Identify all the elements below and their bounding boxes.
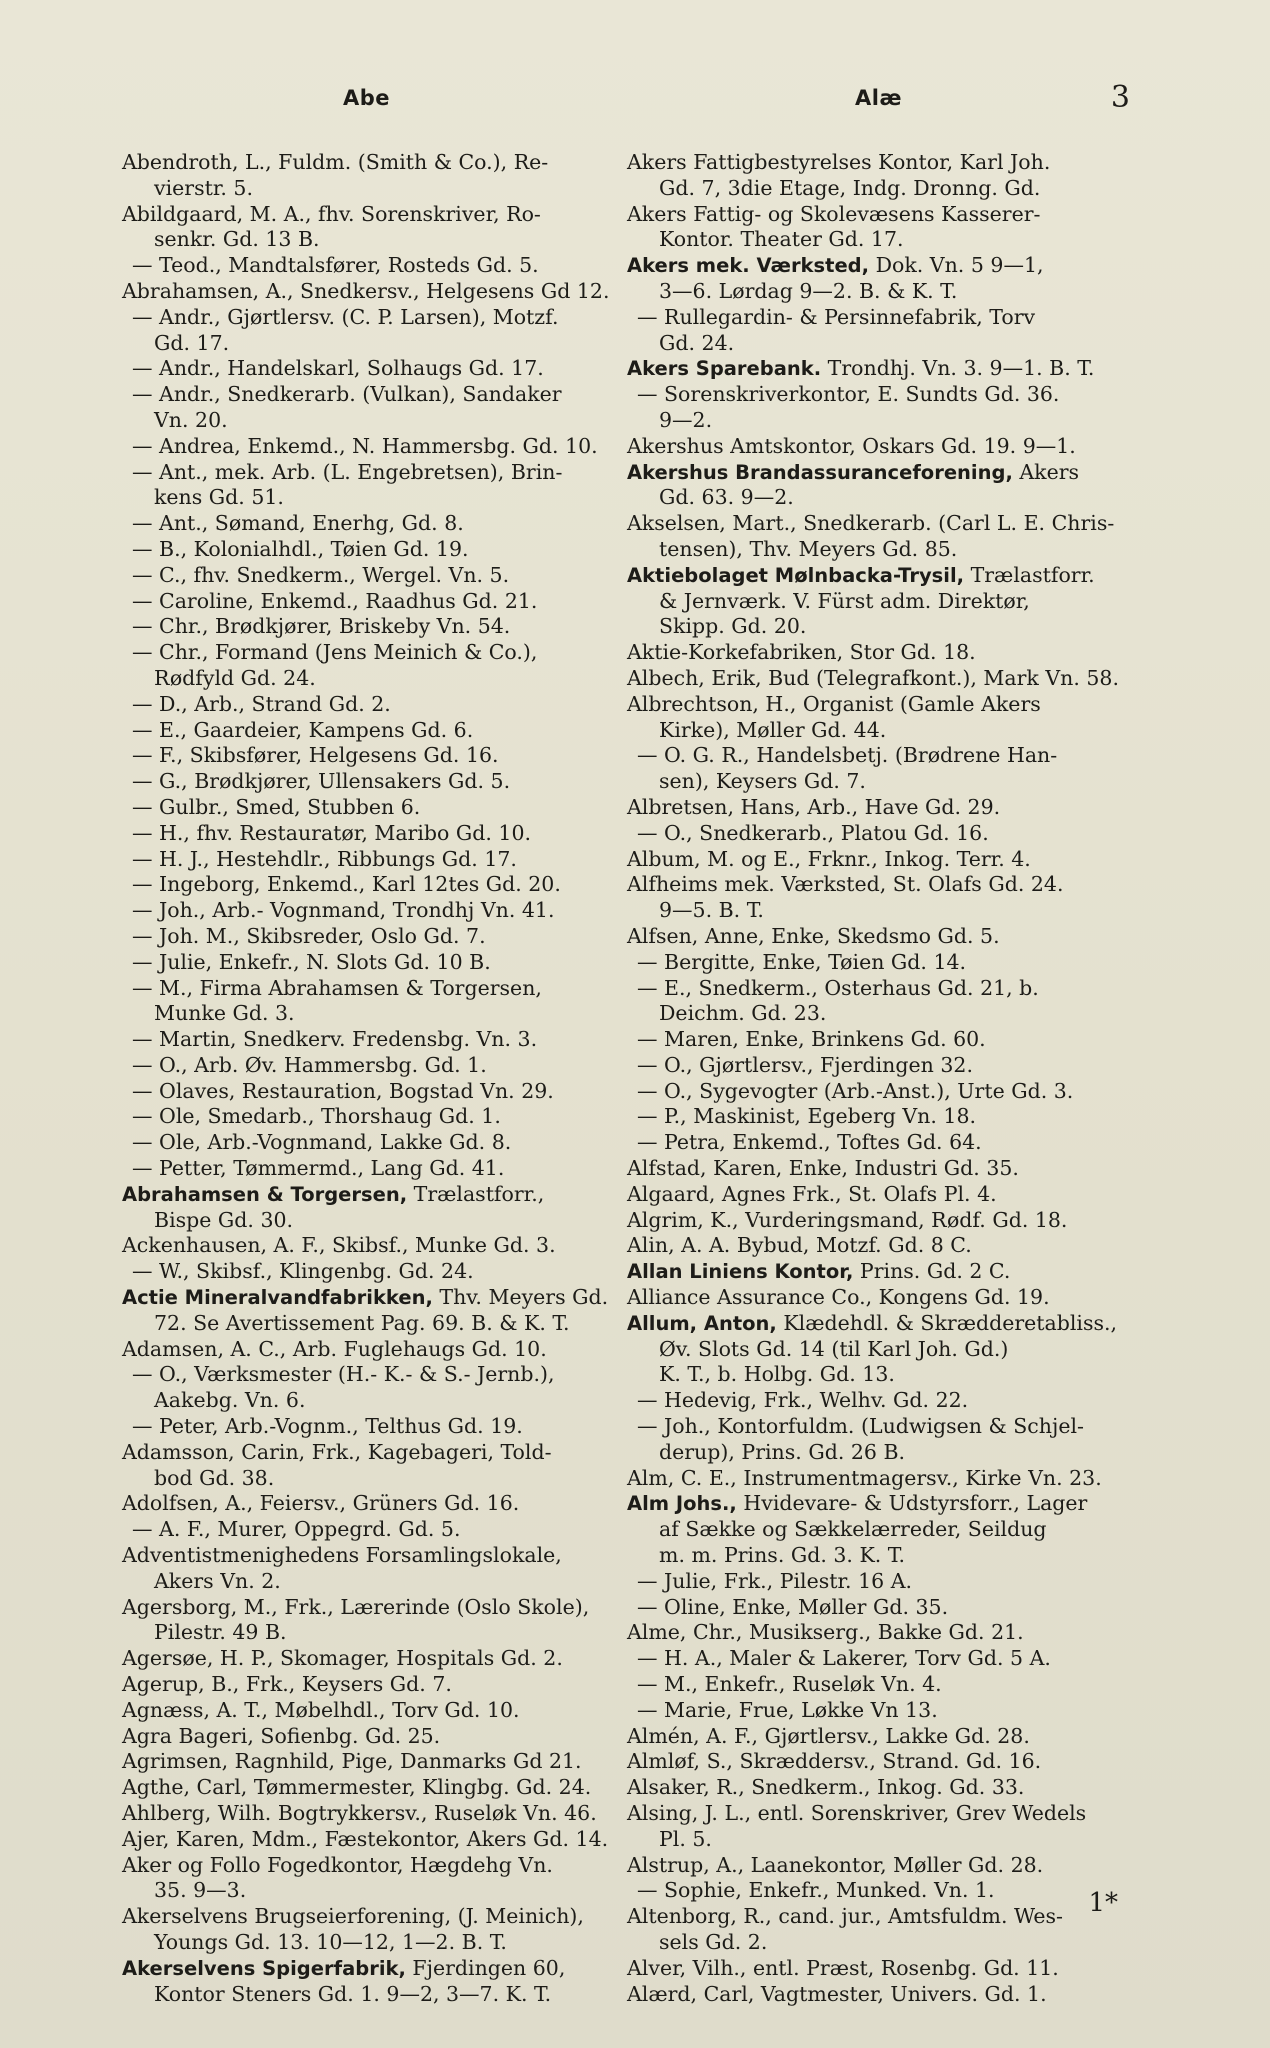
entry-line (627, 1311, 1121, 1337)
directory-entry (122, 305, 614, 357)
directory-entry (122, 1156, 614, 1182)
entry-continuation: Pilestr. 49 B. (154, 1620, 287, 1645)
entry-continuation: Akers Vn. 2. (154, 1568, 281, 1593)
directory-entry (627, 795, 1121, 821)
directory-entry (627, 1156, 1121, 1182)
entry-line: Almén, A. F., Gjørtlersv., Lakke Gd. 28. (627, 1723, 1030, 1748)
directory-entry (122, 1775, 614, 1801)
directory-entry (627, 1698, 1121, 1724)
entry-continuation: Vn. 20. (154, 407, 228, 432)
entry-line: — Teod., Mandtalsfører, Rosteds Gd. 5. (132, 253, 539, 278)
entry-continuation: Aakebg. Vn. 6. (154, 1388, 306, 1413)
directory-entry (122, 1749, 614, 1775)
directory-entry (627, 666, 1121, 692)
directory-entry (627, 1130, 1121, 1156)
directory-entry (627, 1672, 1121, 1698)
entry-line: Akers Fattig- og Skolevæsens Kasserer- (627, 201, 1041, 226)
entry-line: — Gulbr., Smed, Stubben 6. (132, 794, 421, 819)
entry-bold-name: Actie Mineralvandfabrikken, (122, 1286, 433, 1310)
directory-entry (122, 279, 614, 305)
directory-entry (122, 382, 614, 434)
entry-line: — Ole, Smedarb., Thorshaug Gd. 1. (132, 1104, 501, 1129)
entry-line: — H. A., Maler & Lakerer, Torv Gd. 5 A. (637, 1646, 1051, 1671)
entry-line: — W., Skibsf., Klingenbg. Gd. 24. (132, 1259, 474, 1284)
directory-entry (122, 1904, 614, 1956)
entry-line: — Martin, Snedkerv. Fredensbg. Vn. 3. (132, 1027, 538, 1052)
directory-entry (122, 460, 614, 512)
entry-line: Algaard, Agnes Frk., St. Olafs Pl. 4. (627, 1181, 997, 1206)
directory-entry (627, 1956, 1121, 1982)
directory-entry (122, 769, 614, 795)
entry-line: Algrim, K., Vurderingsmand, Rødf. Gd. 18. (627, 1207, 1068, 1232)
entry-line: Album, M. og E., Frknr., Inkog. Terr. 4. (627, 846, 1031, 871)
directory-entry (122, 1233, 614, 1259)
entry-continuation: Gd. 24. (659, 330, 735, 355)
entry-line: Agerup, B., Frk., Keysers Gd. 7. (122, 1672, 452, 1697)
directory-entry (627, 1311, 1121, 1388)
directory-entry (122, 950, 614, 976)
directory-entry (627, 1724, 1121, 1750)
entry-line: Adolfsen, A., Feiersv., Grüners Gd. 16. (122, 1491, 520, 1516)
entry-line: Agrimsen, Ragnhild, Pige, Danmarks Gd 21. (122, 1749, 582, 1774)
entry-line: — Maren, Enke, Brinkens Gd. 60. (637, 1027, 986, 1052)
entry-line: — G., Brødkjører, Ullensakers Gd. 5. (132, 769, 511, 794)
directory-entry (122, 1646, 614, 1672)
entry-line: — O. G. R., Handelsbetj. (Brødrene Han- (637, 743, 1058, 768)
entry-line: Aker og Follo Fogedkontor, Hægdehg Vn. (122, 1852, 553, 1877)
entry-line: — Oline, Enke, Møller Gd. 35. (637, 1594, 949, 1619)
entry-continuation: Kontor Steners Gd. 1. 9—2, 3—7. K. T. (154, 1981, 552, 2006)
entry-line: — Joh. M., Skibsreder, Oslo Gd. 7. (132, 923, 486, 948)
directory-entry (627, 976, 1121, 1028)
directory-entry (122, 976, 614, 1028)
directory-entry (122, 434, 614, 460)
directory-entry (122, 743, 614, 769)
entry-line: Agra Bageri, Sofienbg. Gd. 25. (122, 1723, 441, 1748)
entry-line (627, 1491, 1121, 1517)
entry-bold-name: Allum, Anton, (627, 1311, 777, 1335)
entry-line: Adamsson, Carin, Frk., Kagebageri, Told- (122, 1439, 552, 1464)
entry-line (122, 1182, 614, 1208)
entry-line: — M., Firma Abrahamsen & Torgersen, (132, 975, 542, 1000)
entry-line: Alme, Chr., Musikserg., Bakke Gd. 21. (627, 1620, 1024, 1645)
directory-entry (122, 1414, 614, 1440)
entry-line: Alliance Assurance Co., Kongens Gd. 19. (627, 1285, 1050, 1310)
directory-entry (627, 1053, 1121, 1079)
directory-entry (122, 692, 614, 718)
directory-entry (122, 253, 614, 279)
directory-entry (627, 1904, 1121, 1956)
entry-continuation: sen), Keysers Gd. 7. (659, 769, 866, 794)
entry-continuation: Pl. 5. (659, 1826, 712, 1851)
directory-entry (122, 1130, 614, 1156)
entry-bold-name: Allan Liniens Kontor, (627, 1260, 854, 1284)
directory-entry (122, 821, 614, 847)
directory-entry (627, 1646, 1121, 1672)
entry-line: — E., Snedkerm., Osterhaus Gd. 21, b. (637, 975, 1039, 1000)
directory-entry (627, 1208, 1121, 1234)
directory-entry (122, 1027, 614, 1053)
directory-entry (627, 924, 1121, 950)
directory-entry (627, 1878, 1121, 1904)
entry-continuation: tensen), Thv. Meyers Gd. 85. (659, 536, 958, 561)
entry-line: — Bergitte, Enke, Tøien Gd. 14. (637, 949, 967, 974)
entry-line: — Ant., Sømand, Enerhg, Gd. 8. (132, 511, 464, 536)
directory-entry (122, 1543, 614, 1595)
directory-entry (627, 1388, 1121, 1414)
entry-line: Ackenhausen, A. F., Skibsf., Munke Gd. 3. (122, 1233, 556, 1258)
directory-entry (627, 1233, 1121, 1259)
directory-entry (627, 1853, 1121, 1879)
entry-line: Alsaker, R., Snedkerm., Inkog. Gd. 33. (627, 1775, 1025, 1800)
entry-bold-name: Alm Johs., (627, 1492, 737, 1516)
directory-entry (627, 1569, 1121, 1595)
directory-entry (627, 640, 1121, 666)
entry-continuation: kens Gd. 51. (154, 485, 284, 510)
entry-line: Alin, A. A. Bybud, Motzf. Gd. 8 C. (627, 1233, 972, 1258)
signature-mark: 1* (1088, 1888, 1118, 1918)
entry-line: — Rullegardin- & Persinnefabrik, Torv (637, 304, 1036, 329)
entry-continuation: 9—5. B. T. (659, 898, 764, 923)
entry-text: Fjerdingen 60, (405, 1955, 566, 1980)
entry-line: — H., fhv. Restauratør, Maribo Gd. 10. (132, 820, 532, 845)
directory-entry (627, 460, 1121, 512)
entry-continuation: bod Gd. 38. (154, 1465, 275, 1490)
entry-line: — Chr., Formand (Jens Meinich & Co.), (132, 640, 538, 665)
entry-line: Alsing, J. L., entl. Sorenskriver, Grev Wedels (627, 1801, 1087, 1825)
entry-continuation: sels Gd. 2. (659, 1929, 768, 1954)
directory-entry (122, 1724, 614, 1750)
entry-continuation: Deichm. Gd. 23. (659, 1001, 827, 1026)
entry-line: — E., Gaardeier, Kampens Gd. 6. (132, 717, 474, 742)
directory-entry (627, 1595, 1121, 1621)
directory-entry (627, 253, 1121, 305)
directory-entry (122, 537, 614, 563)
entry-line: — Ant., mek. Arb. (L. Engebretsen), Brin- (132, 459, 563, 484)
entry-continuation: Gd. 63. 9—2. (659, 485, 794, 510)
entry-continuation: Øv. Slots Gd. 14 (til Karl Joh. Gd.) (659, 1336, 1009, 1361)
entry-continuation: Gd. 7, 3die Etage, Indg. Dronng. Gd. (659, 175, 1041, 200)
entry-line: — Olaves, Restauration, Bogstad Vn. 29. (132, 1078, 554, 1103)
entry-line: — A. F., Murer, Oppegrd. Gd. 5. (132, 1517, 461, 1542)
directory-entry (122, 202, 614, 254)
directory-entry (627, 1620, 1121, 1646)
entry-bold-name: Akershus Brandassuranceforening, (627, 460, 1013, 484)
entry-text: Klædehdl. & Skrædderetabliss., (776, 1310, 1118, 1335)
directory-entry (122, 898, 614, 924)
entry-line (627, 253, 1121, 279)
entry-line: — Marie, Frue, Løkke Vn 13. (637, 1697, 938, 1722)
directory-entry (122, 1491, 614, 1517)
running-header-right: Alæ (855, 86, 902, 110)
directory-entry (122, 1285, 614, 1337)
entry-line: — H. J., Hestehdlr., Ribbungs Gd. 17. (132, 846, 517, 871)
directory-entry (122, 563, 614, 589)
entry-continuation: Gd. 17. (154, 330, 230, 355)
entry-line: Albretsen, Hans, Arb., Have Gd. 29. (627, 794, 1001, 819)
entry-line: — O., Snedkerarb., Platou Gd. 16. (637, 820, 989, 845)
entry-line: Abendroth, L., Fuldm. (Smith & Co.), Re- (122, 150, 549, 174)
directory-entry (627, 150, 1121, 202)
entry-continuation: senkr. Gd. 13 B. (154, 227, 320, 252)
directory-entry (122, 1956, 614, 2008)
entry-continuation: Skipp. Gd. 20. (659, 614, 807, 639)
directory-entry (627, 1027, 1121, 1053)
entry-continuation: 72. Se Avertissement Pag. 69. B. & K. T. (154, 1310, 570, 1335)
directory-entry (122, 640, 614, 692)
directory-entry (122, 795, 614, 821)
directory-entry (122, 511, 614, 537)
directory-entry (627, 202, 1121, 254)
entry-line: Adventistmenighedens Forsamlingslokale, (122, 1543, 562, 1568)
entry-line: — Julie, Frk., Pilestr. 16 A. (637, 1568, 913, 1593)
entry-line: — C., fhv. Snedkerm., Wergel. Vn. 5. (132, 562, 510, 587)
entry-line (627, 563, 1121, 589)
directory-entry (627, 743, 1121, 795)
directory-entry (122, 924, 614, 950)
entry-line: Alver, Vilh., entl. Præst, Rosenbg. Gd. 11. (627, 1955, 1059, 1980)
directory-entry (122, 872, 614, 898)
entry-line: Agthe, Carl, Tømmermester, Klingbg. Gd. 24. (122, 1775, 592, 1800)
directory-entry (122, 1053, 614, 1079)
directory-entry (627, 1491, 1121, 1568)
directory-entry (627, 1182, 1121, 1208)
entry-line (122, 1285, 614, 1311)
directory-entry (627, 950, 1121, 976)
entry-line: Albrechtson, H., Organist (Gamle Akers (627, 691, 1041, 716)
entry-continuation: af Sække og Sækkelærreder, Seildug (659, 1517, 1047, 1542)
entry-line: — P., Maskinist, Egeberg Vn. 18. (637, 1104, 977, 1129)
entry-continuation: 9—2. (659, 407, 713, 432)
directory-entry (122, 1672, 614, 1698)
entry-text: Thv. Meyers Gd. (432, 1285, 609, 1310)
directory-entry (627, 1414, 1121, 1466)
entry-line: Akershus Amtskontor, Oskars Gd. 19. 9—1. (627, 433, 1076, 458)
directory-entry (627, 1775, 1121, 1801)
entry-line: Alærd, Carl, Vagtmester, Univers. Gd. 1. (627, 1981, 1047, 2006)
entry-line: Ajer, Karen, Mdm., Fæstekontor, Akers Gd. 14. (122, 1826, 609, 1851)
directory-entry (627, 1079, 1121, 1105)
directory-entry (122, 1698, 614, 1724)
directory-entry (122, 847, 614, 873)
entry-line: — Petra, Enkemd., Toftes Gd. 64. (637, 1130, 982, 1155)
directory-entry (627, 847, 1121, 873)
entry-line: — Hedevig, Frk., Welhv. Gd. 22. (637, 1388, 969, 1413)
entry-continuation: Youngs Gd. 13. 10—12, 1—2. B. T. (154, 1929, 507, 1954)
entry-line: Akerselvens Brugseierforening, (J. Meinich), (122, 1904, 584, 1929)
entry-bold-name: Akerselvens Spigerfabrik, (122, 1956, 406, 1980)
entry-line: Agersborg, M., Frk., Lærerinde (Oslo Skole), (122, 1594, 590, 1619)
entry-bold-name: Akers Sparebank. (627, 357, 822, 381)
entry-line: — Chr., Brødkjører, Briskeby Vn. 54. (132, 614, 511, 639)
running-header-left: Abe (343, 86, 391, 110)
entry-continuation: vierstr. 5. (154, 175, 253, 200)
directory-entry (122, 356, 614, 382)
directory-entry (627, 382, 1121, 434)
entry-line: — O., Værksmester (H.- K.- & S.- Jernb.), (132, 1362, 555, 1387)
directory-entry (627, 563, 1121, 640)
directory-entry (122, 1182, 614, 1234)
entry-continuation: derup), Prins. Gd. 26 B. (659, 1439, 906, 1464)
directory-entry (122, 589, 614, 615)
directory-entry (122, 1362, 614, 1414)
entry-line: — O., Arb. Øv. Hammersbg. Gd. 1. (132, 1052, 487, 1077)
entry-line: Altenborg, R., cand. jur., Amtsfuldm. Wes- (627, 1904, 1063, 1929)
directory-entry (122, 1517, 614, 1543)
entry-line: — Julie, Enkefr., N. Slots Gd. 10 B. (132, 949, 491, 974)
entry-line: — Ingeborg, Enkemd., Karl 12tes Gd. 20. (132, 872, 561, 897)
entry-line: — Sorenskriverkontor, E. Sundts Gd. 36. (637, 382, 1060, 407)
directory-entry (122, 1440, 614, 1492)
entry-line (122, 1956, 614, 1982)
entry-line: Alfstad, Karen, Enke, Industri Gd. 35. (627, 1156, 1019, 1181)
entry-line: — Joh., Kontorfuldm. (Ludwigsen & Schjel- (637, 1414, 1084, 1439)
entry-text: Trælastforr., (407, 1181, 545, 1206)
entry-text: Trondhj. Vn. 3. 9—1. B. T. (821, 356, 1095, 381)
entry-line: — D., Arb., Strand Gd. 2. (132, 691, 391, 716)
entry-line: — B., Kolonialhdl., Tøien Gd. 19. (132, 536, 469, 561)
entry-continuation: Rødfyld Gd. 24. (154, 665, 316, 690)
entry-line: — Andrea, Enkemd., N. Hammersbg. Gd. 10. (132, 433, 598, 458)
entry-line: Almløf, S., Skræddersv., Strand. Gd. 16. (627, 1749, 1042, 1774)
directory-entry (122, 1259, 614, 1285)
directory-entry (627, 1259, 1121, 1285)
page-number: 3 (1110, 80, 1130, 115)
directory-entry (122, 1801, 614, 1827)
right-column (627, 150, 1121, 2007)
directory-entry (627, 1466, 1121, 1492)
entry-line (627, 356, 1121, 382)
entry-line: Alstrup, A., Laanekontor, Møller Gd. 28. (627, 1852, 1044, 1877)
directory-entry (627, 511, 1121, 563)
entry-continuation: Bispe Gd. 30. (154, 1207, 294, 1232)
entry-bold-name: Akers mek. Værksted, (627, 254, 870, 278)
entry-line: Ahlberg, Wilh. Bogtrykkersv., Ruseløk Vn. 46. (122, 1801, 597, 1825)
entry-line: Agersøe, H. P., Skomager, Hospitals Gd. 2. (122, 1646, 563, 1671)
directory-entry (627, 1104, 1121, 1130)
entry-line: Albech, Erik, Bud (Telegrafkont.), Mark Vn. 58. (627, 665, 1119, 690)
entry-line: — Andr., Gjørtlersv. (C. P. Larsen), Motzf. (132, 304, 559, 329)
entry-continuation: Kirke), Møller Gd. 44. (659, 717, 887, 742)
entry-line: Alfheims mek. Værksted, St. Olafs Gd. 24. (627, 872, 1064, 897)
entry-continuation: 3—6. Lørdag 9—2. B. & K. T. (659, 278, 958, 303)
directory-entry (122, 150, 614, 202)
entry-line: — Caroline, Enkemd., Raadhus Gd. 21. (132, 588, 538, 613)
entry-bold-name: Aktiebolaget Mølnbacka-Trysil, (627, 563, 965, 587)
directory-entry (627, 872, 1121, 924)
entry-continuation: & Jernværk. V. Fürst adm. Direktør, (659, 588, 1030, 613)
directory-entry (627, 692, 1121, 744)
entry-line: — Andr., Snedkerarb. (Vulkan), Sandaker (132, 382, 562, 407)
entry-line: Agnæss, A. T., Møbelhdl., Torv Gd. 10. (122, 1697, 520, 1722)
left-column (122, 150, 614, 2007)
directory-entry (627, 1749, 1121, 1775)
entry-continuation: 35. 9—3. (154, 1878, 247, 1903)
entry-text: Trælastforr. (964, 562, 1095, 587)
directory-entry (122, 614, 614, 640)
directory-entry (627, 434, 1121, 460)
entry-line (627, 460, 1121, 486)
entry-continuation: Munke Gd. 3. (154, 1001, 295, 1026)
entry-line: Alm, C. E., Instrumentmagersv., Kirke Vn. 23. (627, 1465, 1102, 1490)
directory-entry (122, 1595, 614, 1647)
directory-entry (122, 718, 614, 744)
entry-line: — Joh., Arb.- Vognmand, Trondhj Vn. 41. (132, 898, 555, 923)
entry-line: Akers Fattigbestyrelses Kontor, Karl Joh. (627, 150, 1051, 174)
entry-line: — Sophie, Enkefr., Munked. Vn. 1. (637, 1878, 995, 1903)
entry-continuation: Kontor. Theater Gd. 17. (659, 227, 904, 252)
entry-text: Dok. Vn. 5 9—1, (869, 253, 1044, 278)
entry-line: — Petter, Tømmermd., Lang Gd. 41. (132, 1156, 505, 1181)
entry-line: Akselsen, Mart., Snedkerarb. (Carl L. E. Chris- (627, 511, 1115, 536)
directory-entry (627, 1285, 1121, 1311)
directory-entry (122, 1827, 614, 1853)
entry-text: Prins. Gd. 2 C. (853, 1259, 1011, 1284)
entry-line (627, 1259, 1121, 1285)
entry-continuation: m. m. Prins. Gd. 3. K. T. (659, 1543, 905, 1568)
entry-line: Adamsen, A. C., Arb. Fuglehaugs Gd. 10. (122, 1336, 547, 1361)
entry-line: Abrahamsen, A., Snedkersv., Helgesens Gd 12. (122, 278, 610, 303)
directory-entry (627, 305, 1121, 357)
entry-continuation: K. T., b. Holbg. Gd. 13. (659, 1362, 895, 1387)
entry-line: Aktie-Korkefabriken, Stor Gd. 18. (627, 640, 976, 665)
entry-bold-name: Abrahamsen & Torgersen, (122, 1182, 408, 1206)
entry-line: — O., Gjørtlersv., Fjerdingen 32. (637, 1052, 973, 1077)
directory-entry (627, 1801, 1121, 1853)
directory-entry (122, 1104, 614, 1130)
directory-entry (627, 356, 1121, 382)
entry-line: — F., Skibsfører, Helgesens Gd. 16. (132, 743, 499, 768)
directory-entry (122, 1853, 614, 1905)
directory-entry (122, 1337, 614, 1363)
entry-line: — Ole, Arb.-Vognmand, Lakke Gd. 8. (132, 1130, 512, 1155)
entry-line: Alfsen, Anne, Enke, Skedsmo Gd. 5. (627, 923, 1000, 948)
directory-entry (627, 821, 1121, 847)
entry-line: — Peter, Arb.-Vognm., Telthus Gd. 19. (132, 1414, 523, 1439)
entry-text: Akers (1012, 459, 1080, 484)
entry-line: — O., Sygevogter (Arb.-Anst.), Urte Gd. 3. (637, 1078, 1074, 1103)
entry-line: Abildgaard, M. A., fhv. Sorenskriver, Ro- (122, 201, 541, 226)
entry-line: — M., Enkefr., Ruseløk Vn. 4. (637, 1672, 942, 1697)
directory-entry (122, 1079, 614, 1105)
entry-text: Hvidevare- & Udstyrsforr., Lager (736, 1491, 1088, 1516)
directory-entry (627, 1982, 1121, 2008)
entry-line: — Andr., Handelskarl, Solhaugs Gd. 17. (132, 356, 544, 381)
